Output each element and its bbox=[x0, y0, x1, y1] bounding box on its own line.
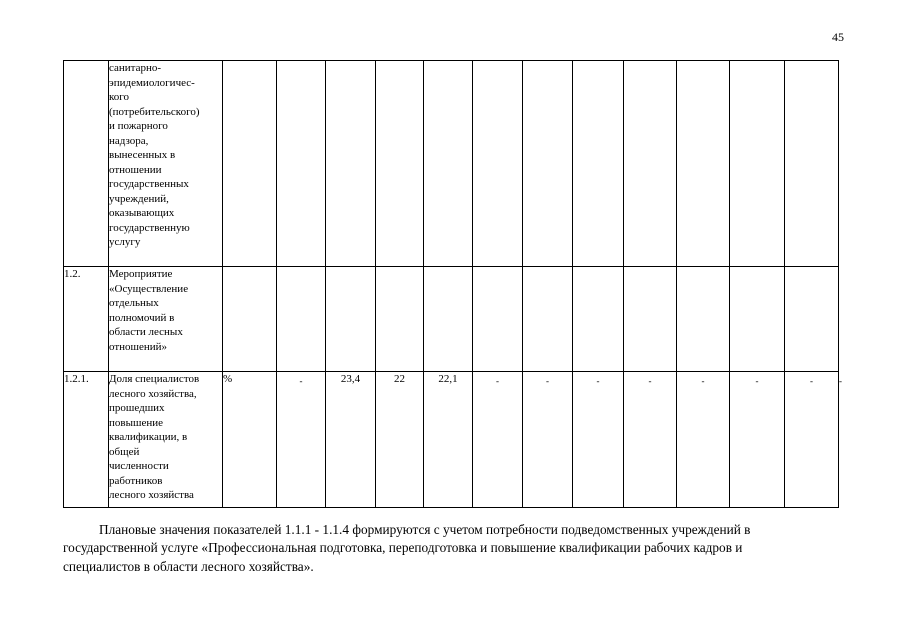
page-number: 45 bbox=[832, 30, 844, 44]
value-text: - bbox=[546, 376, 549, 386]
indicator-name-line: учреждений, bbox=[109, 192, 169, 205]
unit-cell bbox=[223, 61, 277, 267]
value-cell bbox=[473, 372, 523, 508]
value-cell bbox=[523, 372, 573, 508]
indicator-name-line: Доля специалистов bbox=[109, 373, 200, 385]
indicator-name-line: отношений» bbox=[109, 340, 168, 353]
indicator-name-cell bbox=[109, 61, 223, 267]
value-cell bbox=[730, 267, 785, 372]
value-cell bbox=[326, 267, 376, 372]
value-cell bbox=[573, 372, 624, 508]
value-cell bbox=[785, 267, 839, 372]
indicator-name-line: повышение bbox=[109, 416, 163, 429]
value-cell bbox=[624, 267, 677, 372]
value-cell bbox=[624, 372, 677, 508]
value-cell bbox=[523, 61, 573, 267]
value-cell bbox=[424, 372, 473, 508]
value-cell bbox=[677, 267, 730, 372]
value-text: - bbox=[839, 376, 842, 386]
value-cell bbox=[376, 372, 424, 508]
indicator-name-line: (потребительского) bbox=[109, 105, 200, 118]
value-cell bbox=[523, 267, 573, 372]
indicator-name-line: кого bbox=[109, 91, 130, 103]
indicator-name-line: отдельных bbox=[109, 297, 159, 309]
indicator-name-line: санитарно- bbox=[109, 62, 162, 74]
value-cell bbox=[424, 61, 473, 267]
value-text: 22 bbox=[394, 373, 405, 385]
indicator-name-line: отношении bbox=[109, 163, 162, 176]
footnote-paragraph bbox=[63, 521, 841, 576]
indicator-name-line: эпидемиологичес- bbox=[109, 76, 195, 89]
value-cell bbox=[785, 61, 839, 267]
unit-cell bbox=[223, 267, 277, 372]
indicator-name-line: Мероприятие bbox=[109, 268, 173, 280]
value-cell bbox=[277, 61, 326, 267]
unit-cell: % bbox=[223, 372, 277, 508]
value-cell bbox=[473, 267, 523, 372]
indicator-name-line: услугу bbox=[109, 236, 141, 248]
indicator-name-line: надзора, bbox=[109, 134, 149, 147]
value-cell bbox=[376, 267, 424, 372]
footnote-line: специалистов в области лесного хозяйства». bbox=[63, 558, 314, 574]
table-body bbox=[64, 61, 842, 508]
value-cell bbox=[624, 61, 677, 267]
value-cell bbox=[677, 372, 730, 508]
row-number-cell: 1.2.1. bbox=[64, 372, 109, 508]
value-text: - bbox=[701, 376, 705, 386]
value-cell bbox=[677, 61, 730, 267]
indicator-name-line: оказывающих bbox=[109, 207, 175, 219]
value-cell bbox=[376, 61, 424, 267]
table-row bbox=[64, 61, 839, 267]
value-cell bbox=[326, 61, 376, 267]
value-cell bbox=[277, 267, 326, 372]
indicator-name-line: лесного хозяйства bbox=[109, 489, 194, 501]
value-text: 23,4 bbox=[340, 373, 361, 385]
value-text: - bbox=[496, 376, 499, 386]
indicator-name-line: прошедших bbox=[109, 402, 165, 414]
value-cell bbox=[730, 61, 785, 267]
indicator-name-line: полномочий в bbox=[109, 311, 175, 324]
row-number-cell: 1.2. bbox=[64, 267, 109, 372]
indicator-name-line: лесного хозяйства, bbox=[109, 387, 197, 400]
indicator-name-line: государственных bbox=[109, 178, 189, 190]
indicator-name-cell bbox=[109, 372, 223, 508]
table-row bbox=[64, 267, 839, 372]
indicator-name-line: работников bbox=[109, 474, 163, 487]
indicator-name-line: и пожарного bbox=[109, 120, 168, 132]
value-cell bbox=[573, 267, 624, 372]
indicator-name-line: области лесных bbox=[109, 326, 183, 338]
value-cell bbox=[730, 372, 785, 508]
table-row bbox=[64, 372, 839, 508]
footnote-line: Плановые значения показателей 1.1.1 - 1.1.4 формируются с учетом потребности подведомственных учреждений в bbox=[99, 522, 751, 537]
indicator-name-line: «Осуществление bbox=[109, 282, 189, 295]
value-cell bbox=[473, 61, 523, 267]
value-text: - bbox=[648, 376, 652, 386]
indicator-name-line: вынесенных в bbox=[109, 149, 176, 161]
indicator-name-line: численности bbox=[109, 460, 169, 472]
value-cell bbox=[785, 372, 839, 508]
indicator-name-cell bbox=[109, 267, 223, 372]
row-number-cell bbox=[64, 61, 109, 267]
value-text: - bbox=[596, 376, 600, 386]
value-cell bbox=[326, 372, 376, 508]
value-text: - bbox=[810, 376, 813, 386]
indicator-name-line: государственную bbox=[109, 221, 190, 234]
footnote-line: государственной услуге «Профессиональная подготовка, переподготовка и повышение квалификации рабочих кадров и bbox=[63, 540, 743, 556]
indicator-name-line: общей bbox=[109, 445, 140, 458]
value-cell bbox=[424, 267, 473, 372]
value-cell bbox=[573, 61, 624, 267]
value-text: 22,1 bbox=[438, 373, 458, 385]
indicators-table bbox=[63, 60, 842, 508]
indicator-name-line: квалификации, в bbox=[109, 431, 188, 443]
value-cell bbox=[277, 372, 326, 508]
value-text: - bbox=[299, 376, 303, 386]
value-text: - bbox=[755, 376, 759, 386]
